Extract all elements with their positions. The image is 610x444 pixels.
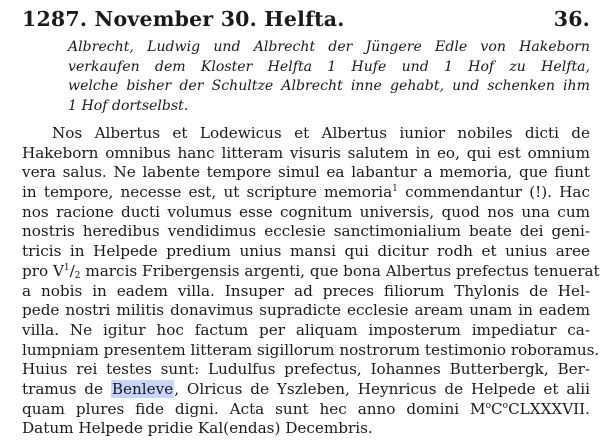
body-line: Nos Albertus et Lodewicus et Albertus iunior nobiles dicti de [52,124,590,142]
body-line-text: commendantur (!). Hac [397,183,590,202]
fraction-denominator: 2 [74,270,81,281]
body-line: tricis in Helpede predium unius mansi qui dicitur rodh et unius aree [22,242,590,261]
body-line-text: marcis Fribergensis argenti, que bona Albertus prefectus tenuerat [80,261,600,280]
body-line-text: quam plures fide digni. Acta sunt hec anno domini M [22,399,486,418]
body-line [22,380,590,400]
highlighted-search-match[interactable]: Benleve [111,379,174,398]
body-line: Datum Helpede pridie Kal(endas) Decembris. [22,419,373,438]
body-line [22,400,590,420]
footnote-marker[interactable]: 1 [392,184,398,195]
body-line: pro $V^1/_2$ marcis Fribergensis argenti, que bona Albertus prefectus tenuerat [22,261,600,281]
summary-line: verkaufen dem Kloster Helfta 1 Hufe und 1 Hof zu Helfta, [68,58,590,75]
body-line: Huius rei testes sunt: Ludulfus prefectus, Iohannes Butterbergk, Ber- [22,360,590,379]
fraction-numerator: 1 [63,262,70,273]
year-numeral: CLXXXVII. [508,399,590,418]
document-header [22,6,590,36]
year-superscript: o [485,400,492,411]
summary-line: 1 Hof dortselbst. [68,97,189,114]
body-line [22,183,590,203]
body-line-text: tramus de [22,379,103,398]
charter-date-heading: 1287. November 30. Helfta. [22,7,345,31]
summary-line: Albrecht, Ludwig und Albrecht der Jüngere Edle von Hakeborn [68,39,590,55]
body-line-text: pro V [22,261,64,280]
body-line: pede nostri militis donavimus supradicte ecclesie aream unam in eadem [22,301,590,320]
body-line: vera salus. Ne labente tempore simul ea labantur a memoria, que fiunt [22,163,590,182]
latin-charter-text [22,124,600,439]
body-line: nos racione ducti volumus esse cognitum universis, quod nos una cum [22,202,590,221]
charter-number: 36. [553,7,590,31]
summary-line: welche bisher der Schultze Albrecht inne gehabt, und schenken ihm [68,78,590,94]
body-line: villa. Ne igitur hoc factum per aliquam imposterum impediatur ca- [22,320,590,339]
body-line: nostris heredibus vendidimus ecclesie sanctimonialium beate dei geni- [22,222,590,241]
body-line: Hakeborn omnibus hanc litteram visuris salutem in eo, qui est omnium [22,143,590,162]
german-summary [68,38,590,116]
body-line: lumpniam presentem litteram sigillorum nostrorum testimonio roboramus. [22,340,600,359]
year-numeral: C [491,399,503,418]
body-line-text: in tempore, necesse est, ut scripture memoria [22,183,393,202]
body-line-text: , Olricus de Yszleben, Heynricus de Helpede et alii [174,379,591,398]
year-superscript: o [502,400,509,411]
body-line: a nobis in eadem villa. Insuper ad preces filiorum Thylonis de Hel- [22,281,590,300]
